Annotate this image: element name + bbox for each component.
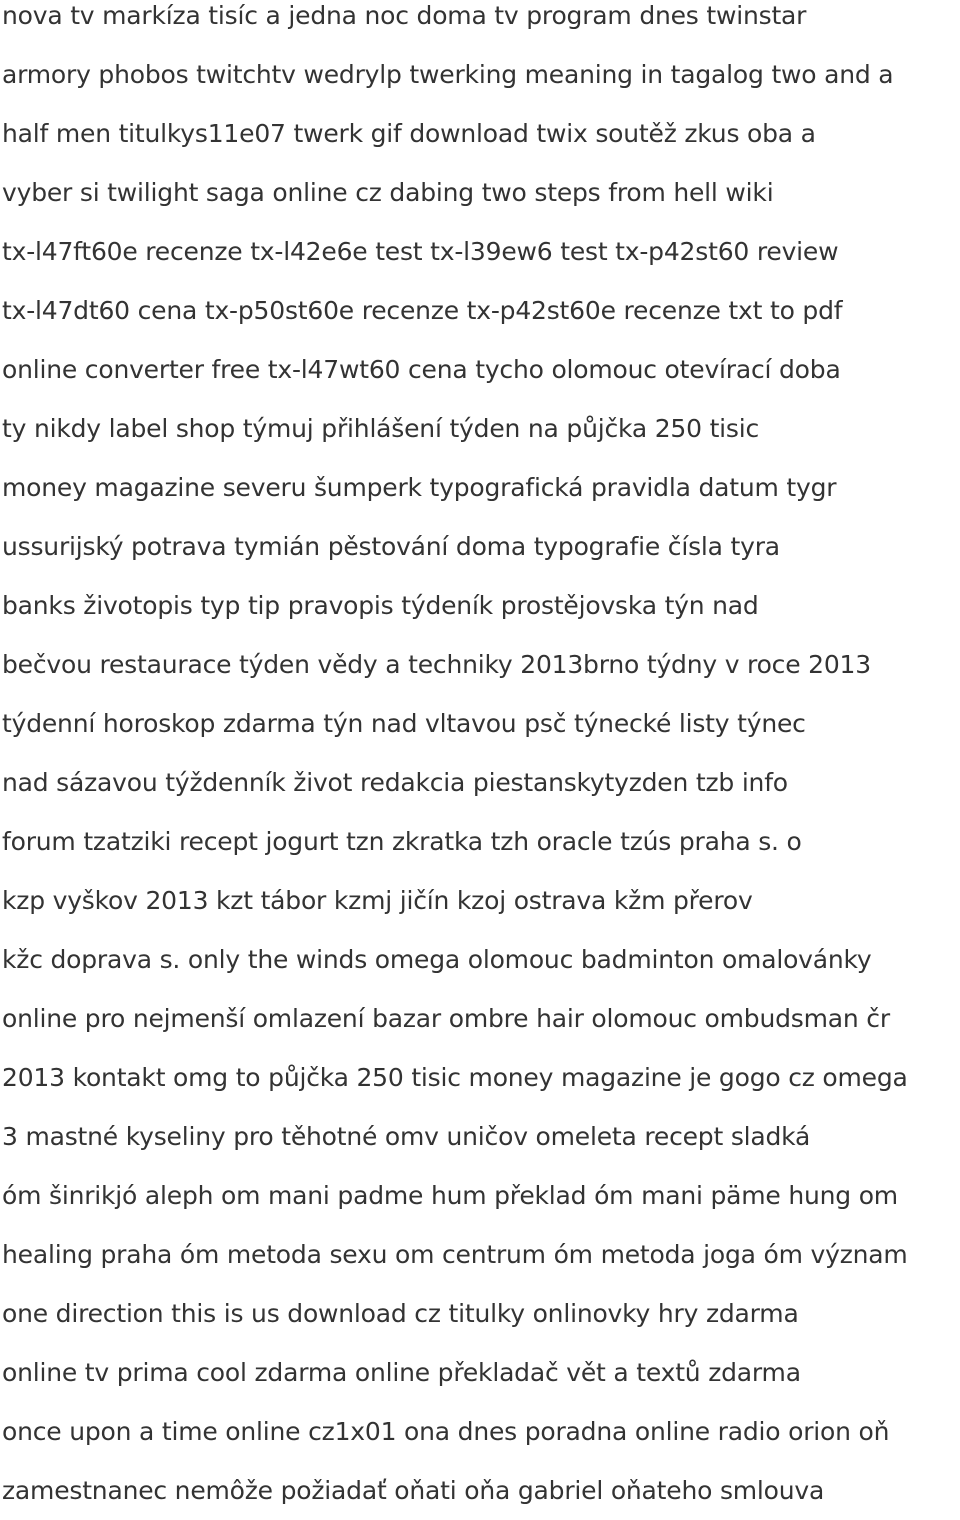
text-line: one direction this is us download cz titulky onlinovky hry zdarma xyxy=(2,1299,799,1328)
text-line: tx-l47ft60e recenze tx-l42e6e test tx-l39ew6 test tx-p42st60 review xyxy=(2,237,839,266)
text-line: online tv prima cool zdarma online překladač vět a textů zdarma xyxy=(2,1358,801,1387)
text-line: half men titulkys11e07 twerk gif download twix soutěž zkus oba a xyxy=(2,119,816,148)
text-line: banks životopis typ tip pravopis týdeník prostějovska týn nad xyxy=(2,591,759,620)
text-line: 3 mastné kyseliny pro těhotné omv uničov omeleta recept sladká xyxy=(2,1122,811,1151)
text-line: bečvou restaurace týden vědy a techniky 2013brno týdny v roce 2013 xyxy=(2,650,871,679)
document-body xyxy=(2,0,957,1520)
text-line: ty nikdy label shop týmuj přihlášení týden na půjčka 250 tisic xyxy=(2,414,760,443)
text-line: once upon a time online cz1x01 ona dnes poradna online radio orion oň xyxy=(2,1417,890,1446)
text-line: healing praha óm metoda sexu om centrum óm metoda joga óm význam xyxy=(2,1240,908,1269)
text-line: 2013 kontakt omg to půjčka 250 tisic money magazine je gogo cz omega xyxy=(2,1063,908,1092)
text-line: armory phobos twitchtv wedrylp twerking meaning in tagalog two and a xyxy=(2,60,894,89)
text-line: tx-l47dt60 cena tx-p50st60e recenze tx-p42st60e recenze txt to pdf xyxy=(2,296,843,325)
text-line: online pro nejmenší omlazení bazar ombre hair olomouc ombudsman čr xyxy=(2,1004,890,1033)
text-line: forum tzatziki recept jogurt tzn zkratka tzh oracle tzús praha s. o xyxy=(2,827,802,856)
text-line: zamestnanec nemôže požiadať oňati oňa gabriel oňateho smlouva xyxy=(2,1476,825,1505)
text-line: nova tv markíza tisíc a jedna noc doma tv program dnes twinstar xyxy=(2,1,807,30)
text-line: óm šinrikjó aleph om mani padme hum překlad óm mani päme hung om xyxy=(2,1181,898,1210)
text-line: vyber si twilight saga online cz dabing two steps from hell wiki xyxy=(2,178,774,207)
text-line: online converter free tx-l47wt60 cena tycho olomouc otevírací doba xyxy=(2,355,841,384)
text-line: týdenní horoskop zdarma týn nad vltavou psč týnecké listy týnec xyxy=(2,709,806,738)
text-line: kzp vyškov 2013 kzt tábor kzmj jičín kzoj ostrava kžm přerov xyxy=(2,886,753,915)
text-line: nad sázavou týždenník život redakcia piestanskytyzden tzb info xyxy=(2,768,788,797)
text-line: money magazine severu šumperk typografická pravidla datum tygr xyxy=(2,473,837,502)
text-line: kžc doprava s. only the winds omega olomouc badminton omalovánky xyxy=(2,945,872,974)
text-line: ussurijský potrava tymián pěstování doma typografie čísla tyra xyxy=(2,532,780,561)
